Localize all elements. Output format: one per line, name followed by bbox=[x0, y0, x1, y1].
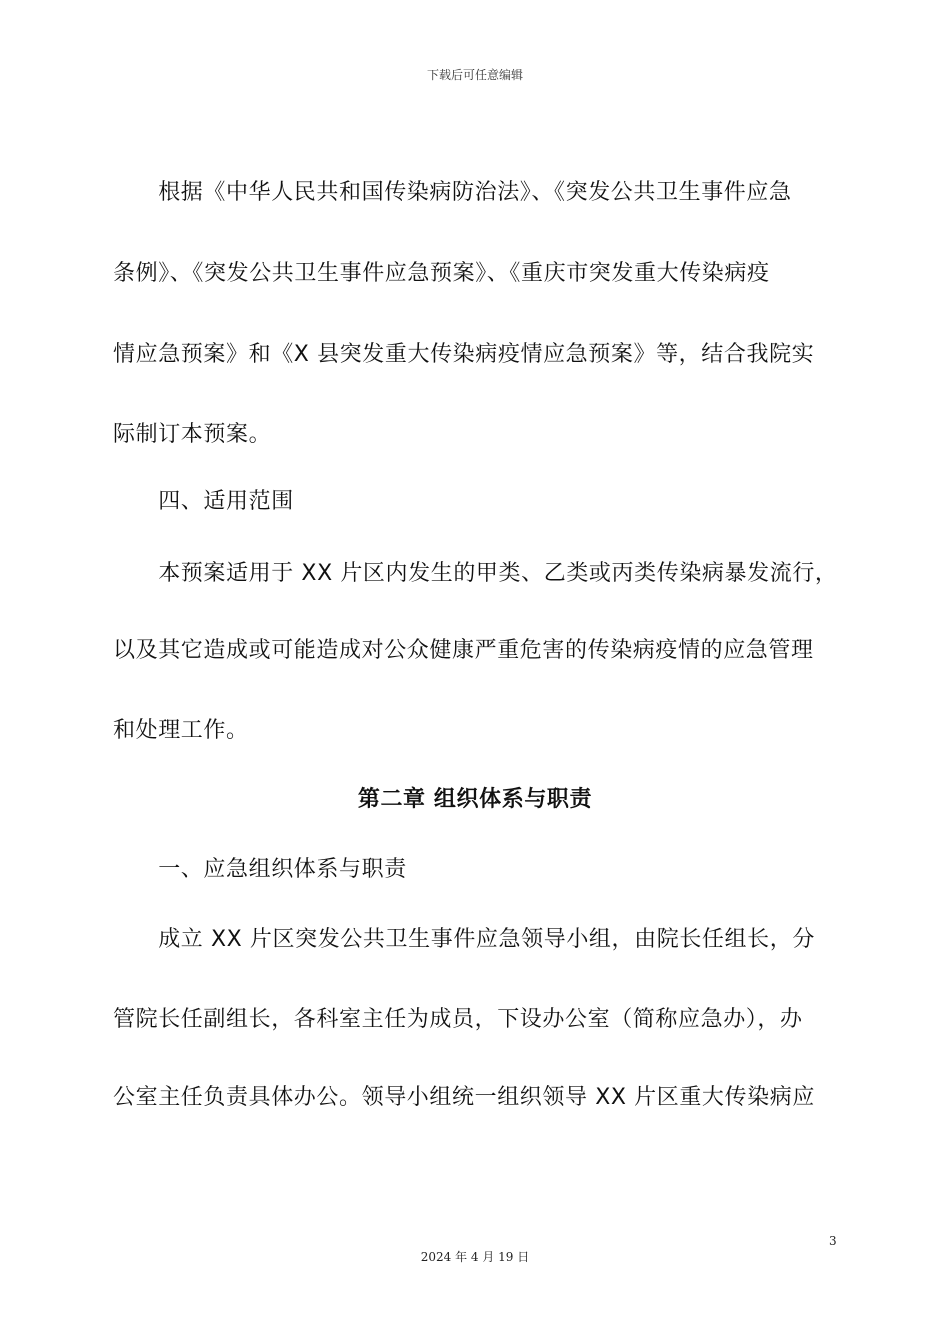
paragraph-line: 本预案适用于 XX 片区内发生的甲类、乙类或丙类传染病暴发流行， bbox=[113, 561, 838, 586]
paragraph-line: 管院长任副组长，各科室主任为成员，下设办公室（简称应急办），办 bbox=[113, 1007, 803, 1032]
paragraph-line: 际制订本预案。 bbox=[113, 422, 272, 447]
paragraph-line: 根据《中华人民共和国传染病防治法》、《突发公共卫生事件应急 bbox=[113, 180, 792, 205]
section-heading-scope: 四、适用范围 bbox=[113, 489, 294, 514]
paragraph-line: 公室主任负责具体办公。领导小组统一组织领导 XX 片区重大传染病应 bbox=[113, 1085, 815, 1110]
section-heading-organization: 一、应急组织体系与职责 bbox=[113, 857, 407, 882]
page-number: 3 bbox=[829, 1234, 837, 1248]
chapter-heading: 第二章 组织体系与职责 bbox=[357, 787, 593, 812]
paragraph-line: 和处理工作。 bbox=[113, 718, 249, 743]
paragraph-line: 条例》、《突发公共卫生事件应急预案》、《重庆市突发重大传染病疫 bbox=[113, 261, 770, 286]
footer-date: 2024 年 4 月 19 日 bbox=[420, 1250, 530, 1264]
page-header: 下载后可任意编辑 bbox=[426, 68, 523, 82]
paragraph-line: 以及其它造成或可能造成对公众健康严重危害的传染病疫情的应急管理 bbox=[113, 638, 814, 663]
paragraph-line: 情应急预案》和《X 县突发重大传染病疫情应急预案》等，结合我院实 bbox=[113, 342, 815, 367]
paragraph-line: 成立 XX 片区突发公共卫生事件应急领导小组，由院长任组长，分 bbox=[113, 927, 815, 952]
